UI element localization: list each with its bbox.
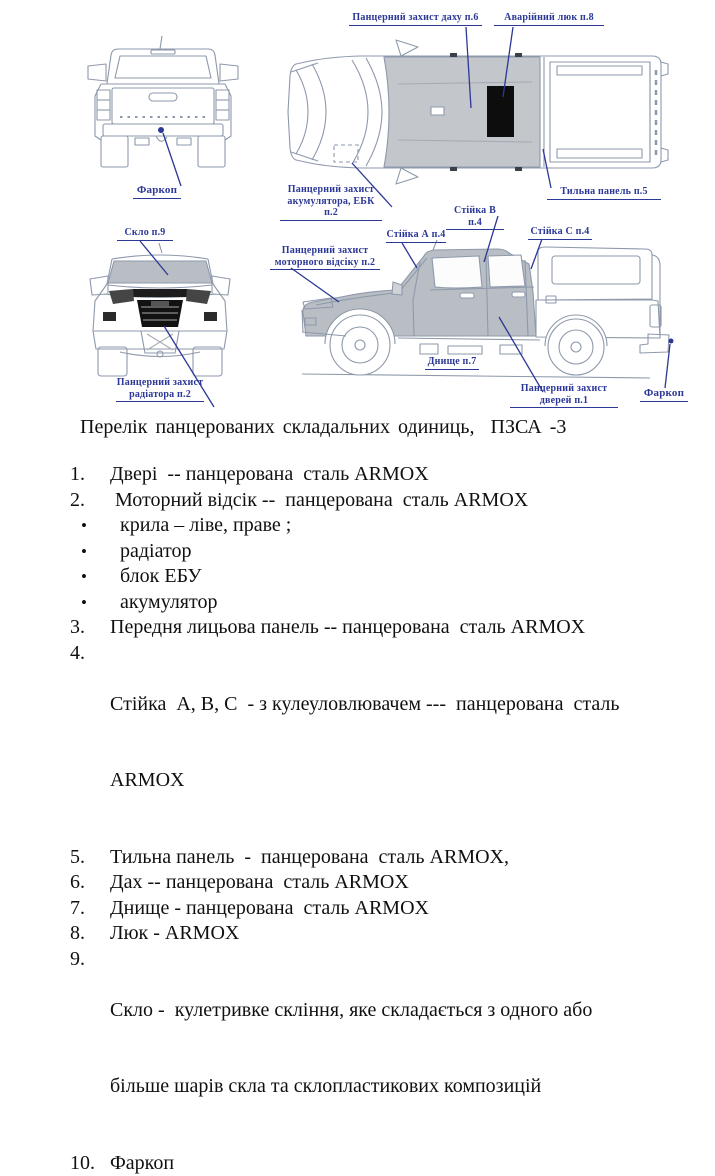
label-pillar-a [386,229,446,243]
list-item-bullet: • [70,590,110,616]
label-text: акумулятора, ЕБК п.2 [280,196,382,221]
list-item [70,896,690,922]
list-item-text: Днище - панцерована сталь ARMOX [110,896,429,922]
list-item-text: радіатор [110,539,191,565]
list-item [70,615,690,641]
label-text: Стійка С п.4 [528,226,592,240]
label-text: Аварійний люк п.8 [494,12,604,26]
label-radiator-protection [116,377,204,402]
list-item-number: 4. [70,641,110,667]
list-item [70,590,690,616]
label-text: Панцерний захист [116,377,204,389]
list-item-text: Дах -- панцерована сталь ARMOX [110,870,409,896]
label-text: Фаркоп [640,388,688,402]
list-item-text: Двері -- панцерована сталь ARMOX [110,462,429,488]
front-view-drawing [90,243,230,376]
list-item-text: Скло - кулетривке скління, яке складається з одного або більше шарів скла та склопластикових композицій [110,947,592,1151]
label-text: Стійка А п.4 [386,229,446,243]
list-item [70,513,690,539]
label-text: дверей п.1 [510,395,618,409]
list-item [70,947,690,1151]
label-rear-panel [547,186,661,200]
list-item-number: 3. [70,615,110,641]
list-item-text: акумулятор [110,590,217,616]
list-item [70,641,690,845]
label-engine-bay-protection [270,245,380,270]
list-item [70,870,690,896]
vehicle-diagram-area [0,0,715,410]
list-item-text: Люк - ARMOX [110,921,239,947]
label-emergency-hatch [494,12,604,26]
list-item-number: 8. [70,921,110,947]
list-item [70,462,690,488]
list-item-number: 1. [70,462,110,488]
rear-view-drawing [88,36,238,167]
list-item-number: 7. [70,896,110,922]
list-item [70,564,690,590]
label-pillar-c [528,226,592,240]
label-floor [425,356,479,370]
list-item-number: 9. [70,947,110,973]
page-title: Перелік панцерованих складальних одиниць, ПЗСА -3 [80,414,715,440]
label-text: Панцерний захист даху п.6 [349,12,482,26]
list-item-text: Фаркоп [110,1151,174,1176]
label-battery-protection [280,184,382,221]
list-item-number: 5. [70,845,110,871]
list-item-number: 10. [70,1151,110,1176]
list-item-text: Передня лицьова панель -- панцерована сталь ARMOX [110,615,585,641]
label-text: радіатора п.2 [116,389,204,403]
label-text: Скло п.9 [117,227,173,241]
list-item [70,488,690,514]
list-item [70,921,690,947]
label-text: Панцерний захист [280,184,382,196]
label-door-protection [510,383,618,408]
top-view-drawing [288,40,668,184]
list-item-text: Тильна панель - панцерована сталь ARMOX, [110,845,509,871]
list-item-text: крила – ліве, праве ; [110,513,291,539]
label-text: Тильна панель п.5 [547,186,661,200]
label-text: Панцерний захист [270,245,380,257]
label-text: моторного відсіку п.2 [270,257,380,271]
list-item-text: Стійка А, В, С - з кулеуловлювачем --- панцерована сталь ARMOX [110,641,620,845]
label-towbar-rear [133,185,181,199]
list-item [70,845,690,871]
label-text: Панцерний захист [510,383,618,395]
list-item-text: Моторний відсік -- панцерована сталь ARMOX [110,488,528,514]
list-item-text: блок ЕБУ [110,564,202,590]
list-item-bullet: • [70,539,110,565]
label-text: Фаркоп [133,185,181,199]
label-glass [117,227,173,241]
list-item-bullet: • [70,564,110,590]
label-text: Стійка В п.4 [446,205,504,230]
list-item [70,1151,690,1176]
label-roof-protection [349,12,482,26]
label-towbar-side [640,388,688,402]
list-item-number: 6. [70,870,110,896]
parts-list [70,462,690,1176]
list-item-bullet: • [70,513,110,539]
list-item [70,539,690,565]
label-pillar-b [446,205,504,230]
list-item-number: 2. [70,488,110,514]
label-text: Днище п.7 [425,356,479,370]
